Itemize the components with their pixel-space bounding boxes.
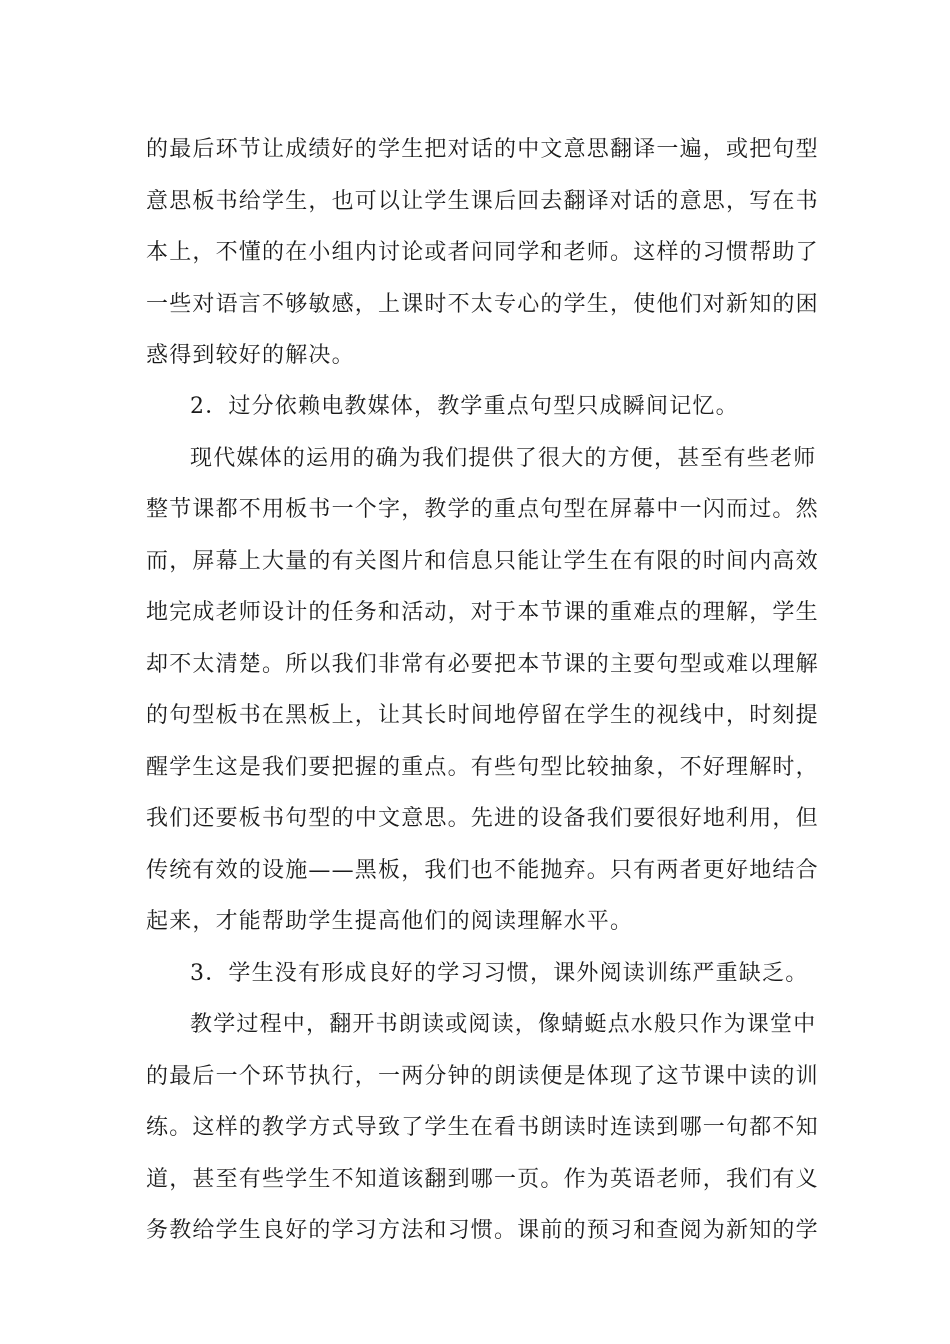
- text-line: 的最后环节让成绩好的学生把对话的中文意思翻译一遍，或把句型: [146, 137, 819, 162]
- text-line: 意思板书给学生，也可以让学生课后回去翻译对话的意思，写在书: [146, 189, 819, 214]
- text-line: 惑得到较好的解决。: [146, 343, 355, 368]
- text-line: 的最后一个环节执行，一两分钟的朗读便是体现了这节课中读的训: [146, 1064, 819, 1089]
- text-line: 本上，不懂的在小组内讨论或者问同学和老师。这样的习惯帮助了: [146, 240, 819, 265]
- text-line: 的句型板书在黑板上，让其长时间地停留在学生的视线中，时刻提: [146, 703, 819, 728]
- text-line: 道，甚至有些学生不知道该翻到哪一页。作为英语老师，我们有义: [146, 1167, 819, 1192]
- text-line: 务教给学生良好的学习方法和习惯。课前的预习和查阅为新知的学: [146, 1218, 819, 1243]
- paragraph-first-line: 现代媒体的运用的确为我们提供了很大的方便，甚至有些老师: [190, 446, 817, 471]
- section-heading: 2．过分依赖电教媒体，教学重点句型只成瞬间记忆。: [190, 394, 739, 419]
- text-line: 传统有效的设施——黑板，我们也不能抛弃。只有两者更好地结合: [146, 858, 819, 883]
- text-line: 却不太清楚。所以我们非常有必要把本节课的主要句型或难以理解: [146, 652, 819, 677]
- text-line: 我们还要板书句型的中文意思。先进的设备我们要很好地利用，但: [146, 806, 819, 831]
- text-line: 练。这样的教学方式导致了学生在看书朗读时连读到哪一句都不知: [146, 1115, 819, 1140]
- section-heading: 3．学生没有形成良好的学习习惯，课外阅读训练严重缺乏。: [190, 961, 809, 986]
- text-line: 整节课都不用板书一个字，教学的重点句型在屏幕中一闪而过。然: [146, 497, 819, 522]
- paragraph-first-line: 教学过程中，翻开书朗读或阅读，像蜻蜓点水般只作为课堂中: [190, 1012, 817, 1037]
- text-line: 地完成老师设计的任务和活动，对于本节课的重难点的理解，学生: [146, 600, 819, 625]
- text-line: 而，屏幕上大量的有关图片和信息只能让学生在有限的时间内高效: [146, 549, 819, 574]
- text-line: 一些对语言不够敏感，上课时不太专心的学生，使他们对新知的困: [146, 292, 819, 317]
- text-line: 起来，才能帮助学生提高他们的阅读理解水平。: [146, 909, 634, 934]
- text-line: 醒学生这是我们要把握的重点。有些句型比较抽象，不好理解时，: [146, 755, 819, 780]
